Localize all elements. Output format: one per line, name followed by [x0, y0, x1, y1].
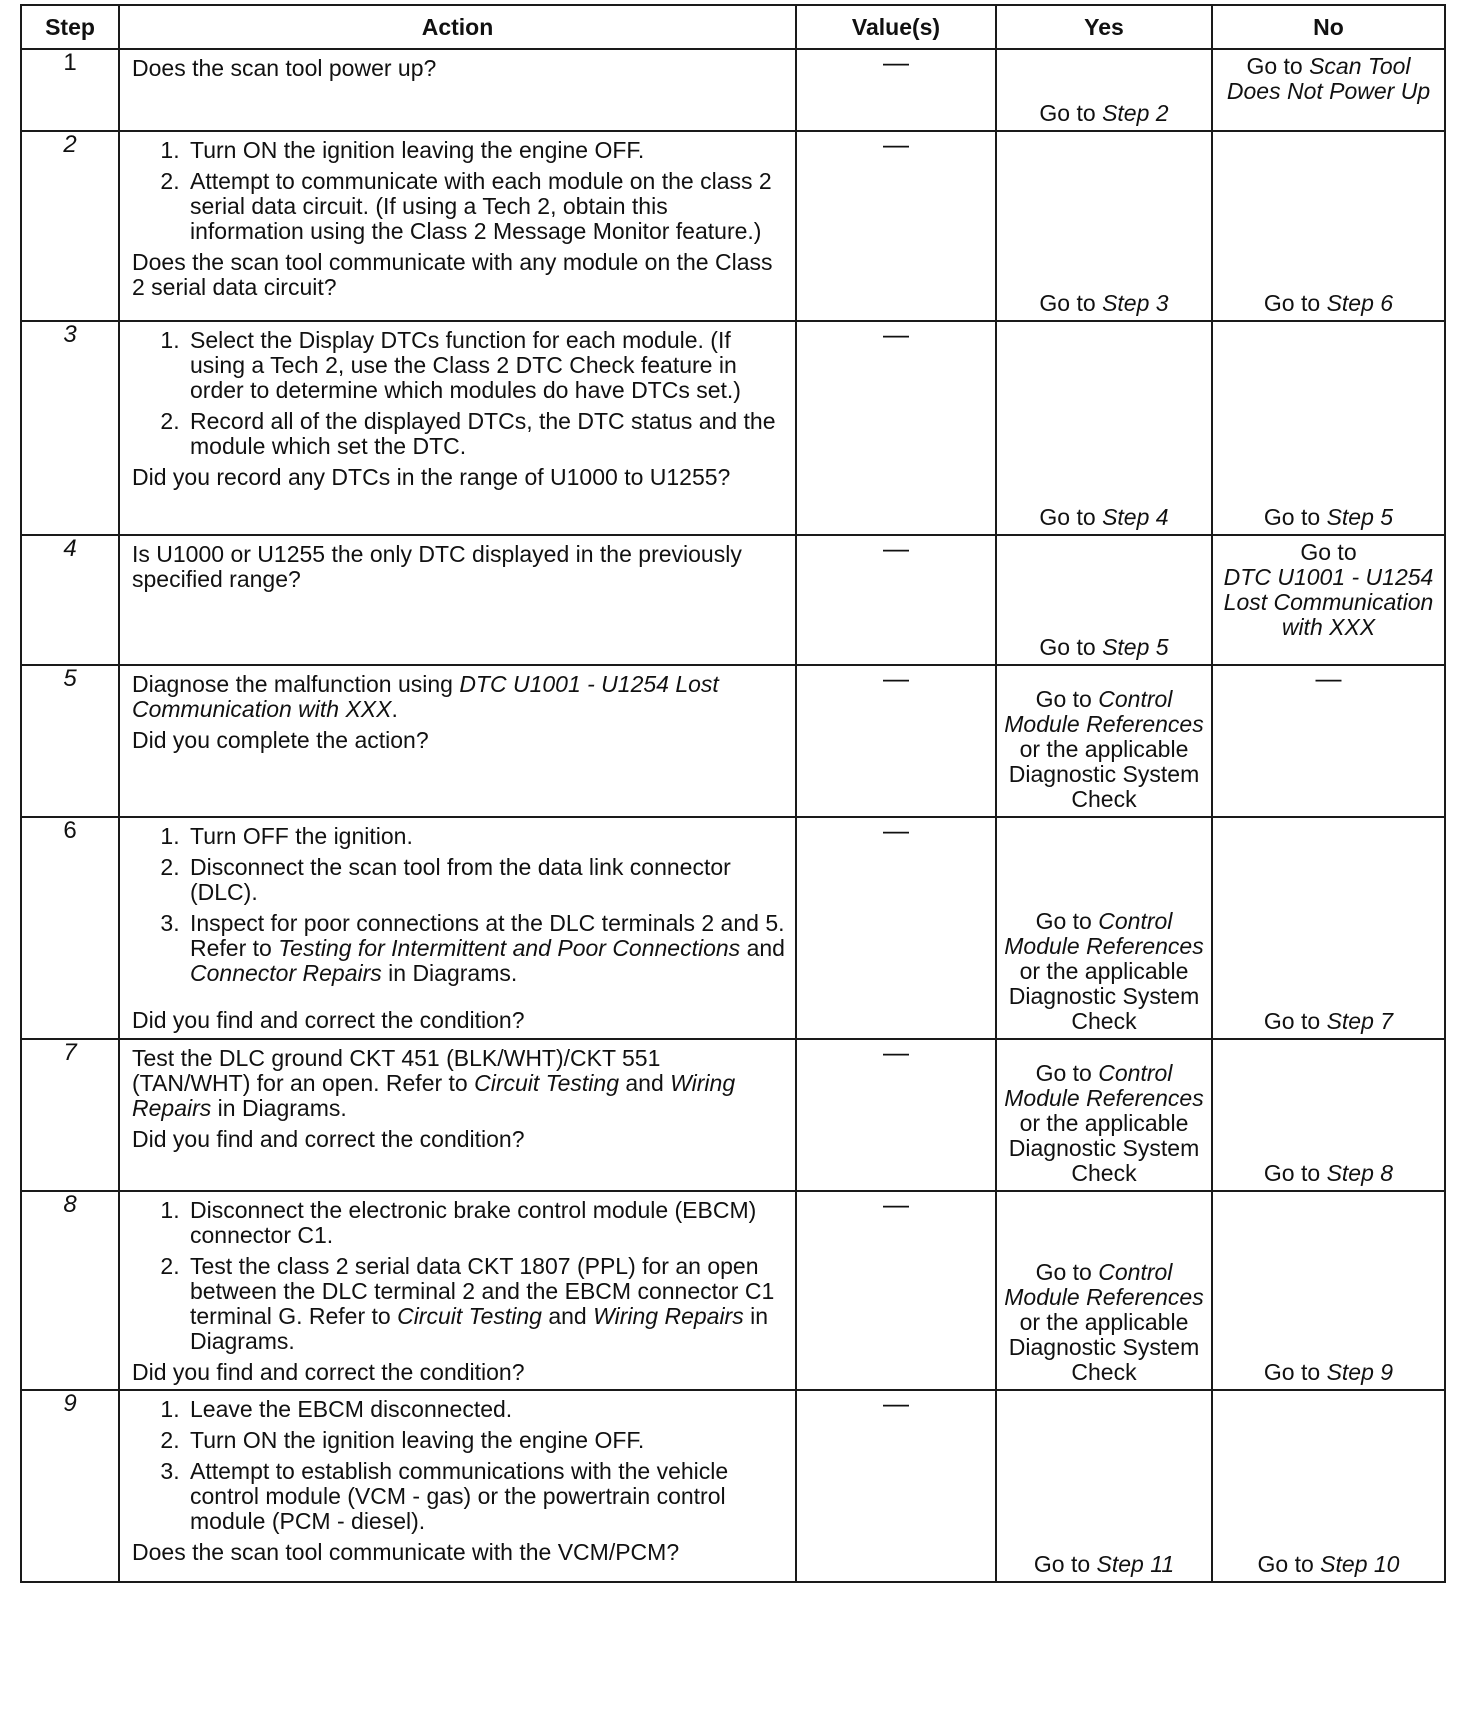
action-question: Does the scan tool power up? [132, 55, 437, 81]
action-ref: Wiring Repairs [132, 1070, 736, 1121]
action-lead-end: . [391, 696, 398, 722]
value-cell: — [796, 321, 996, 535]
action-cell [119, 1191, 796, 1390]
action-question: Did you complete the action? [132, 727, 429, 753]
value-cell: — [796, 131, 996, 321]
yes-prefix: Go to [1035, 908, 1099, 934]
item-text: in Diagrams. [190, 1303, 769, 1354]
table-row [21, 1191, 1445, 1390]
yes-suffix: or the applicable Diagnostic System Check [1008, 1309, 1200, 1385]
action-question: Did you record any DTCs in the range of U1000 to U1255? [132, 464, 731, 490]
no-ref: Step 10 [1320, 1551, 1400, 1577]
value-cell: — [796, 49, 996, 131]
action-lead [132, 672, 785, 722]
action-steps [132, 1198, 785, 1354]
yes-prefix: Go to [1033, 1551, 1097, 1577]
action-step-item [186, 1254, 785, 1354]
action-cell [119, 665, 796, 817]
table-row [21, 535, 1445, 665]
no-cell [1212, 49, 1445, 131]
action-steps [132, 824, 785, 986]
yes-prefix: Go to [1039, 504, 1103, 530]
step-number: 5 [21, 665, 119, 817]
no-cell [1212, 1039, 1445, 1191]
action-step-item: 1. Turn OFF the ignition. [186, 824, 785, 849]
action-steps [132, 1397, 785, 1534]
action-step-item: 1. Select the Display DTCs function for each module. (If using a Tech 2, use the Class 2 DTC Check feature in order to determine which modules do have DTCs set.) [186, 328, 785, 403]
yes-ref: Step 3 [1102, 290, 1169, 316]
header-step: Step [21, 5, 119, 49]
header-yes: Yes [996, 5, 1212, 49]
yes-prefix: Go to [1039, 100, 1103, 126]
yes-cell [996, 131, 1212, 321]
header-action: Action [119, 5, 796, 49]
no-ref: DTC U1001 - U1254 Lost Communication with XXX [1223, 564, 1434, 640]
step-number: 7 [21, 1039, 119, 1191]
no-prefix: Go to [1263, 1359, 1327, 1385]
no-prefix: Go to [1263, 1008, 1327, 1034]
table-row [21, 1390, 1445, 1582]
action-step-item: 1. Disconnect the electronic brake control module (EBCM) connector C1. [186, 1198, 785, 1248]
no-ref: Scan Tool Does Not Power Up [1226, 53, 1431, 104]
action-step-item: 2. Record all of the displayed DTCs, the DTC status and the module which set the DTC. [186, 409, 785, 459]
yes-cell [996, 1039, 1212, 1191]
action-step-item: 1. Leave the EBCM disconnected. [186, 1397, 785, 1422]
action-lead [132, 1046, 785, 1121]
item-text: and [740, 935, 785, 961]
yes-ref: Control Module References [1004, 686, 1204, 737]
action-cell [119, 535, 796, 665]
table-row [21, 1039, 1445, 1191]
action-step-item: 3. Attempt to establish communications with the vehicle control module (VCM - gas) or the powertrain control module (PCM - diesel). [186, 1459, 785, 1534]
action-question: Is U1000 or U1255 the only DTC displayed in the previously specified range? [132, 541, 742, 592]
yes-cell [996, 535, 1212, 665]
action-step-item: 2. Attempt to communicate with each module on the class 2 serial data circuit. (If using a Tech 2, obtain this information using the Class 2 Message Monitor feature.) [186, 169, 785, 244]
action-cell [119, 1390, 796, 1582]
yes-cell [996, 1191, 1212, 1390]
action-lead-text: Diagnose the malfunction using [132, 671, 460, 697]
action-step-item: 2. Disconnect the scan tool from the data link connector (DLC). [186, 855, 785, 905]
action-question: Does the scan tool communicate with the VCM/PCM? [132, 1539, 680, 1565]
yes-ref: Step 5 [1102, 634, 1169, 660]
item-text: Inspect for poor connections at the DLC terminals 2 and 5. Refer to [190, 910, 785, 961]
yes-cell [996, 321, 1212, 535]
item-ref: Wiring Repairs [593, 1303, 744, 1329]
no-prefix: Go to [1300, 539, 1357, 565]
yes-cell [996, 665, 1212, 817]
no-cell [1212, 131, 1445, 321]
table-row [21, 321, 1445, 535]
no-prefix: Go to [1246, 53, 1310, 79]
step-number: 6 [21, 817, 119, 1039]
action-cell [119, 1039, 796, 1191]
item-ref: Testing for Intermittent and Poor Connections [278, 935, 741, 961]
no-cell [1212, 321, 1445, 535]
yes-ref: Step 11 [1096, 1551, 1175, 1577]
action-question: Did you find and correct the condition? [132, 1126, 525, 1152]
no-cell [1212, 1390, 1445, 1582]
action-question: Did you find and correct the condition? [132, 1359, 525, 1385]
yes-suffix: or the applicable Diagnostic System Check [1008, 1110, 1200, 1186]
diagnostic-table [20, 4, 1446, 1583]
action-cell [119, 817, 796, 1039]
action-text: in Diagrams. [211, 1095, 347, 1121]
yes-cell [996, 817, 1212, 1039]
table-row [21, 131, 1445, 321]
table-header-row [21, 5, 1445, 49]
yes-cell [996, 49, 1212, 131]
no-prefix: Go to [1257, 1551, 1321, 1577]
yes-prefix: Go to [1035, 1259, 1099, 1285]
table-row [21, 49, 1445, 131]
action-step-item [186, 911, 785, 986]
no-ref: Step 9 [1326, 1359, 1394, 1385]
value-cell: — [796, 665, 996, 817]
action-question: Did you find and correct the condition? [132, 1007, 525, 1033]
no-ref: Step 8 [1326, 1160, 1394, 1186]
action-cell [119, 49, 796, 131]
yes-cell [996, 1390, 1212, 1582]
item-text: and [541, 1303, 594, 1329]
yes-ref: Control Module References [1004, 1060, 1204, 1111]
step-number: 1 [21, 49, 119, 131]
yes-ref: Step 2 [1102, 100, 1169, 126]
no-prefix: Go to [1263, 290, 1327, 316]
yes-ref: Control Module References [1004, 908, 1204, 959]
yes-prefix: Go to [1039, 290, 1103, 316]
no-ref: Step 5 [1326, 504, 1394, 530]
action-text: and [619, 1070, 671, 1096]
no-cell: — [1212, 665, 1445, 817]
header-no: No [1212, 5, 1445, 49]
step-number: 3 [21, 321, 119, 535]
step-number: 2 [21, 131, 119, 321]
no-prefix: Go to [1263, 1160, 1327, 1186]
action-lead-ref: DTC U1001 - U1254 Lost Communication with XXX [132, 671, 719, 722]
no-prefix: Go to [1263, 504, 1327, 530]
action-cell [119, 321, 796, 535]
item-text: Test the class 2 serial data CKT 1807 (PPL) for an open between the DLC terminal 2 and the EBCM connector C1 terminal G. Refer to [190, 1253, 775, 1329]
no-cell [1212, 817, 1445, 1039]
step-number: 4 [21, 535, 119, 665]
action-question: Does the scan tool communicate with any module on the Class 2 serial data circuit? [132, 249, 773, 300]
no-ref: Step 7 [1326, 1008, 1394, 1034]
item-ref: Connector Repairs [190, 960, 382, 986]
yes-ref: Control Module References [1004, 1259, 1204, 1310]
yes-suffix: or the applicable Diagnostic System Check [1008, 958, 1200, 1034]
yes-prefix: Go to [1035, 1060, 1099, 1086]
action-cell [119, 131, 796, 321]
item-ref: Circuit Testing [397, 1303, 542, 1329]
action-text: Test the DLC ground CKT 451 (BLK/WHT)/CKT 551 (TAN/WHT) for an open. Refer to [132, 1045, 661, 1096]
action-steps [132, 328, 785, 459]
header-values: Value(s) [796, 5, 996, 49]
table-row [21, 665, 1445, 817]
value-cell: — [796, 1039, 996, 1191]
value-cell: — [796, 535, 996, 665]
table-row [21, 817, 1445, 1039]
yes-suffix: or the applicable Diagnostic System Check [1008, 736, 1200, 812]
step-number: 9 [21, 1390, 119, 1582]
no-cell [1212, 535, 1445, 665]
value-cell: — [796, 1390, 996, 1582]
yes-ref: Step 4 [1102, 504, 1169, 530]
action-steps [132, 138, 785, 244]
no-cell [1212, 1191, 1445, 1390]
step-number: 8 [21, 1191, 119, 1390]
yes-prefix: Go to [1039, 634, 1103, 660]
no-ref: Step 6 [1326, 290, 1394, 316]
value-cell: — [796, 817, 996, 1039]
yes-prefix: Go to [1035, 686, 1099, 712]
item-text: in Diagrams. [381, 960, 518, 986]
action-ref: Circuit Testing [474, 1070, 619, 1096]
action-step-item: 1. Turn ON the ignition leaving the engine OFF. [186, 138, 785, 163]
action-step-item: 2. Turn ON the ignition leaving the engine OFF. [186, 1428, 785, 1453]
value-cell: — [796, 1191, 996, 1390]
